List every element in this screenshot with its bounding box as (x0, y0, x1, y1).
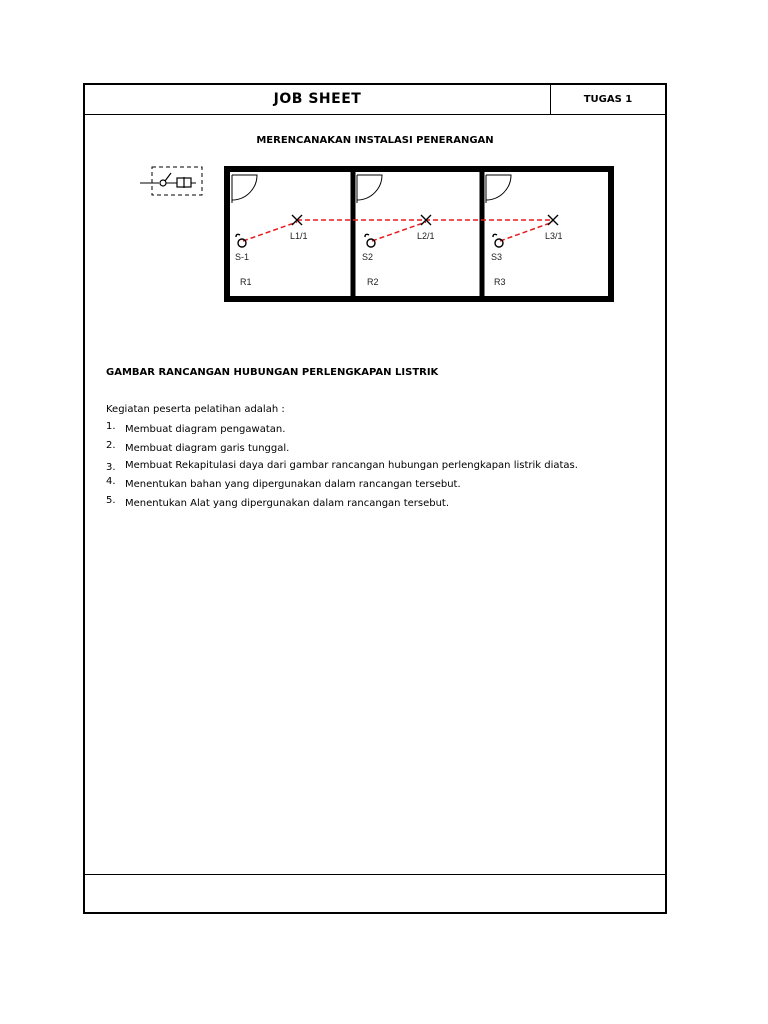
door-icon (232, 175, 257, 203)
footer-divider (85, 874, 665, 875)
intro-text: Kegiatan peserta pelatihan adalah : (106, 404, 285, 415)
door-icon (357, 175, 382, 203)
list-number: 3. (106, 462, 116, 473)
switch-icon (236, 234, 246, 247)
lamp-label: L2/1 (417, 231, 435, 241)
lamp-label: L1/1 (290, 231, 308, 241)
task-label: TUGAS 1 (583, 94, 633, 105)
door-icon (486, 175, 511, 203)
switch-label: S2 (362, 252, 374, 262)
lamp-label: L3/1 (545, 231, 563, 241)
room-label: R2 (367, 277, 379, 287)
list-text: Membuat diagram garis tunggal. (125, 443, 290, 454)
list-number: 4. (106, 476, 116, 487)
list-number: 1. (106, 421, 116, 432)
switch-label: S3 (491, 252, 503, 262)
room-label: R1 (240, 277, 252, 287)
list-text: Membuat diagram pengawatan. (125, 424, 286, 435)
list-text: Menentukan bahan yang dipergunakan dalam rancangan tersebut. (125, 479, 461, 490)
section-title: MERENCANAKAN INSTALASI PENERANGAN (256, 135, 494, 146)
switch-legend-icon (140, 167, 202, 195)
list-text: Membuat Rekapitulasi daya dari gambar rancangan hubungan perlengkapan listrik diatas. (125, 460, 578, 471)
switch-icon (493, 234, 503, 247)
switch-label: S-1 (235, 252, 250, 262)
switch-icon (365, 234, 375, 247)
sheet-title: JOB SHEET (273, 91, 362, 107)
list-number: 2. (106, 440, 116, 451)
list-text: Menentukan Alat yang dipergunakan dalam rancangan tersebut. (125, 498, 450, 509)
list-number: 5. (106, 495, 116, 506)
floor-plan-drawing (85, 85, 665, 315)
job-sheet (83, 83, 667, 914)
subheading: GAMBAR RANCANGAN HUBUNGAN PERLENGKAPAN LISTRIK (106, 367, 439, 378)
room-label: R3 (494, 277, 506, 287)
